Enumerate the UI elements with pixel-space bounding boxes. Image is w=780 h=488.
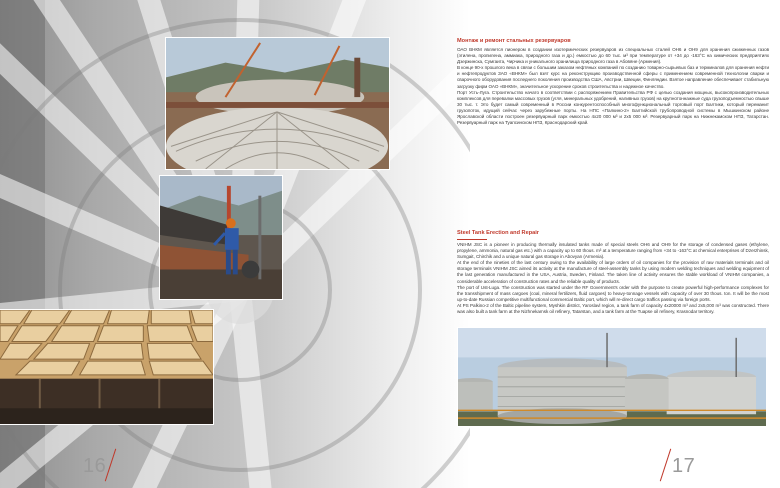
english-paragraph: At the end of the nineties of the last century owing to the availability of large orders of oil companies for the provision of raw materials terminals and oil storage terminals VNIHM JSC aimed its activity at the manufacture of steel-assembly tanks by using modern welding techniques and welding equipment of the last generation manufactured in the USA, Austria, Sweden, Finland. The taken line of activity ensures the stable workload of VNIHM companies, a considerable acceleration of construction rates and the reliable quality of products.	[457, 260, 769, 284]
english-heading: Steel Tank Erection and Repair	[457, 230, 539, 236]
english-paragraph: The port of Ust-Luga. The construction was started under the RF Government's order with the purpose to create powerful high-performance complexes for the transshipment of mass cargoes (coal, mineral fertilizers, fluid cargoes) to heavy-tonnage vessels with capacity of over 30 thous. ton. It will be the most up-to-date Russian competitive multifunctional commercial Baltic port, which will re-direct cargo traffics passing via foreign ports.	[457, 284, 769, 302]
russian-paragraph: В конце 90-х прошлого века в связи с большим заказом нефтяных компаний по созданию товарно-сырьевых баз и терминалов для хранения нефти и нефтепродуктов ЗАО «ВНКМ» был взят курс на реконструкцию производственной сферы с применением современной технологии сварки и сварочного оборудования последнего поколения производства США, Австрии, Швеции, Финляндии. Взятое направление обеспечивает стабильную загрузку фирм ОАО «ВНКМ», значительное ускорение сроков строительства и надежное качество.	[457, 65, 769, 89]
english-text-section	[457, 230, 769, 315]
page-number-left: 16	[83, 455, 107, 477]
russian-paragraph: ОАО ВНКМ является пионером в создании изотермических резервуаров из специальных сталей ОН6 и ОН9 для хранения сжиженных газов (этилена, пропилена, аммиака, природного газа и др.) емкостью до 60 тыс. м³ при температуре от +34 до -163°С на химических предприятиях Дзержинска, Сумгаита, Чирчика и уникального хранилища природного газа в Абовяне (Армения).	[457, 47, 769, 65]
page-number-right: 17	[672, 455, 696, 477]
english-paragraph: VNIHM JSC is a pioneer in producing thermally insulated tanks made of special steels OH6 and OH9 for the storage of condensed gases (ethylene, propylene, ammonia, natural gas etc.) with a capacity up to 60 thous. m³ at a temperature ranging from +34 to -163°C at chemical enterprises of Dzerzhinsk, Sumgait, Chirchik and a unique natural gas storage in Abovyan (Armenia).	[457, 242, 769, 260]
dome-roof-interior-photo	[0, 309, 214, 425]
russian-text-section	[457, 38, 769, 126]
english-heading-rule	[457, 239, 487, 240]
worker-welding-photo	[159, 175, 283, 300]
dome-tank-construction-photo	[165, 37, 390, 170]
russian-paragraph: Порт Усть-Луга. Строительство начато в соответствии с распоряжением Правительства РФ с целью создания мощных, высокопроизводительных комплексов для перевалки массовых грузов (угля, минеральных удобрений, наливных грузов) на крупнотоннажные суда грузоподъемностью свыше 30 тыс. т. Это будет самый современный в России конкурентоспособный многофункциональный торговый порт Балтики, который переманит грузопоток, идущий сейчас через зарубежные порты. На НПС «Палкино-2» Балтийской трубопроводной системы в Мышкинском районе Ярославской области построен резервуарный парк емкостью 4х20 000 м³ и 2х5 000 м³. Резервуарный парк на Нижнекамском НПЗ, Татарстан. Резервуарный парк на Туапсинском НПЗ, Краснодарский край.	[457, 89, 769, 126]
russian-heading: Монтаж и ремонт стальных резервуаров	[457, 38, 571, 44]
tank-farm-photo	[457, 327, 767, 427]
english-paragraph: At PS Palkino-2 of the Baltic pipeline system, Myshkin district, Yaroslavl region, a tank farm of capacity 4x20000 m³ and 2x5,000 m³ was constructed. There was also built a tank farm at the Nizhnekamsk oil refinery, Tatarstan, and a tank farm at the Tuapse oil refinery, Krasnodar territory.	[457, 302, 769, 315]
